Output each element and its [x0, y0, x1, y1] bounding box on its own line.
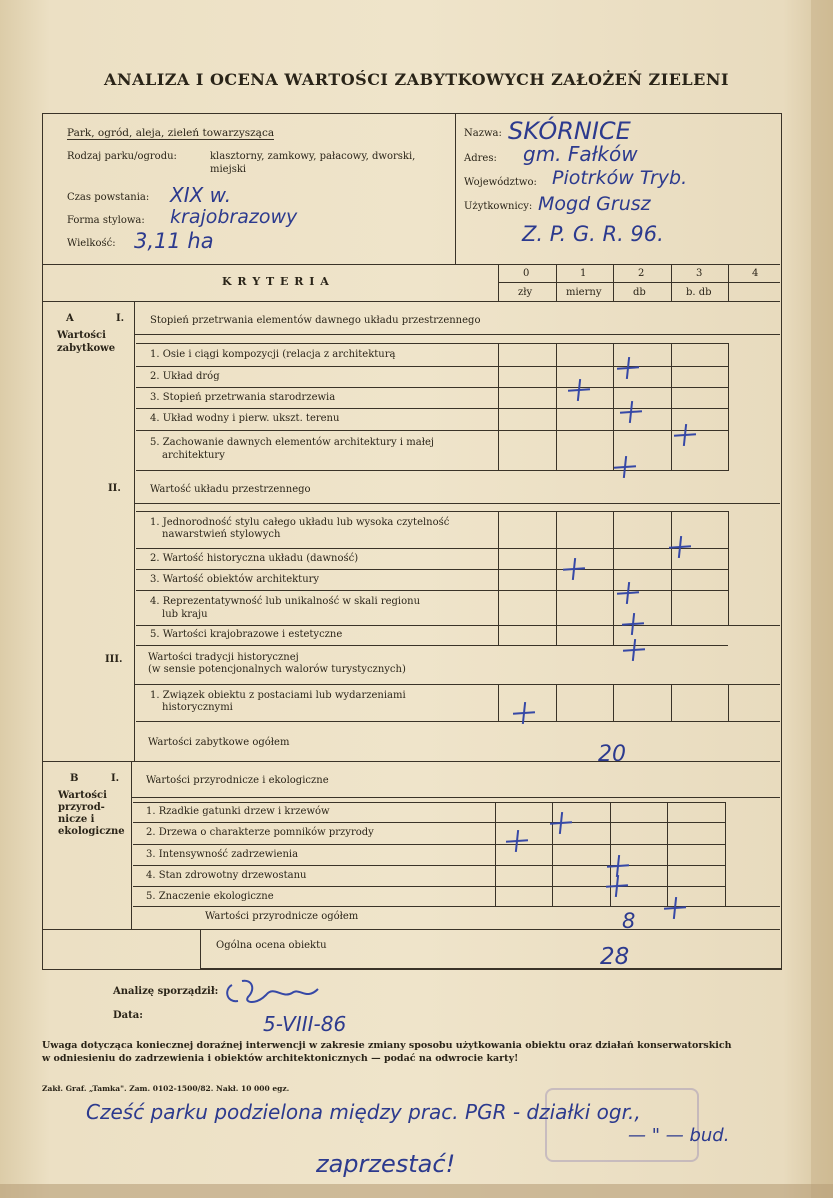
rodzaj-label: Rodzaj parku/ogrodu:	[67, 151, 177, 162]
wielkosc-label: Wielkość:	[67, 238, 116, 249]
czas-value: XIX w.	[170, 183, 232, 207]
sectionB-name-2: przyrod-	[58, 802, 105, 813]
grid-col	[498, 511, 499, 646]
check-mark	[664, 897, 686, 919]
signature	[222, 975, 332, 1011]
criterion-row: 2. Układ dróg	[150, 371, 220, 382]
grid-col	[556, 343, 557, 471]
kryteria-bottom-line	[43, 301, 780, 302]
sectionB-name-3: nicze i	[58, 814, 95, 825]
object-type-line: Park, ogród, aleja, zieleń towarzysząca	[67, 127, 275, 139]
check-mark	[620, 401, 642, 423]
overall-label: Ogólna ocena obiektu	[216, 940, 327, 951]
scale-col-line	[671, 264, 672, 302]
nazwa-value: SKÓRNICE	[508, 117, 631, 145]
criterion-row-cont: architektury	[162, 450, 225, 461]
sectionB-name-4: ekologiczne	[58, 826, 125, 837]
scale-3: 3	[696, 268, 703, 279]
sectionA-roman: I.	[116, 313, 125, 324]
check-mark	[617, 357, 639, 379]
row-line	[133, 844, 725, 845]
scale-mid-line	[498, 282, 780, 283]
group3-roman: III.	[105, 654, 123, 665]
group3-title: Wartości tradycji historycznej	[148, 652, 299, 663]
grid-col	[613, 511, 614, 646]
row-line	[136, 721, 780, 722]
sectionB-total-label: Wartości przyrodnicze ogółem	[205, 911, 359, 922]
forma-value: krajobrazowy	[170, 206, 298, 228]
row-line	[136, 470, 728, 471]
overall-value: 28	[600, 944, 630, 970]
adres-label: Adres:	[464, 153, 497, 164]
criterion-row: 5. Znaczenie ekologiczne	[146, 891, 274, 902]
criterion-row: 4. Reprezentatywność lub unikalność w skali regionu	[150, 596, 421, 607]
criterion-row: 3. Wartość obiektów architektury	[150, 574, 320, 585]
grid-col	[613, 343, 614, 471]
check-mark	[623, 639, 645, 661]
sectionA-total-label: Wartości zabytkowe ogółem	[148, 737, 290, 748]
criterion-row-cont: nawarstwień stylowych	[162, 529, 281, 540]
row-line	[136, 548, 728, 549]
uzytkownicy-label: Użytkownicy:	[464, 201, 533, 212]
scale-1: 1	[580, 268, 587, 279]
scale-col-line	[728, 264, 729, 302]
kryteria-top-line	[43, 264, 780, 265]
row-line	[136, 343, 728, 344]
kryteria-label: K R Y T E R I A	[222, 275, 330, 288]
grid-col	[725, 802, 726, 907]
criterion-row: 2. Wartość historyczna układu (dawność)	[150, 553, 359, 564]
grid-col	[728, 511, 729, 626]
note-line-2: w odniesieniu do zadrzewienia i obiektów architektonicznych — podać na odwrocie karty!	[42, 1053, 519, 1064]
row-line	[136, 569, 728, 570]
row-line	[133, 822, 725, 823]
check-mark	[669, 536, 691, 558]
criterion-row: 5. Wartości krajobrazowe i estetyczne	[150, 629, 343, 640]
row-line	[136, 590, 728, 591]
sectionA-name-1: Wartości	[57, 330, 106, 341]
date-value: 5-VIII-86	[263, 1012, 347, 1036]
check-mark	[550, 812, 572, 834]
grid-col	[556, 511, 557, 646]
criterion-row-cont: historycznymi	[162, 702, 233, 713]
row-line	[133, 886, 725, 887]
check-mark	[622, 613, 644, 635]
nazwa-label: Nazwa:	[464, 128, 502, 139]
form-title: ANALIZA I OCENA WARTOŚCI ZABYTKOWYCH ZAŁOŻEŃ ZIELENI	[104, 70, 729, 89]
note-line-1: Uwaga dotycząca koniecznej doraźnej interwencji w zakresie zmiany sposobu użytkowania obiektu oraz działań konserwatorskich	[42, 1040, 732, 1051]
check-mark	[513, 702, 535, 724]
scale-label-db: db	[633, 287, 646, 298]
criterion-row: 4. Układ wodny i pierw. ukszt. terenu	[150, 413, 340, 424]
uzytkownicy-value: Mogd Grusz	[538, 193, 651, 215]
sectionB-total-value: 8	[622, 909, 636, 933]
sectionB-group-title: Wartości przyrodnicze i ekologiczne	[146, 775, 329, 786]
grid-col	[556, 684, 557, 721]
criterion-row: 1. Związek obiektu z postaciami lub wydarzeniami	[150, 690, 406, 701]
sectionA-total-value: 20	[598, 742, 626, 767]
row-line	[136, 511, 728, 512]
criterion-row: 5. Zachowanie dawnych elementów architektury i małej	[150, 437, 434, 448]
group2-roman: II.	[108, 483, 121, 494]
grid-col	[671, 684, 672, 721]
grid-col	[667, 802, 668, 907]
grid-col	[495, 802, 496, 907]
header-divider	[455, 114, 456, 264]
page-bottom-edge	[0, 1184, 833, 1198]
check-mark	[506, 830, 528, 852]
row-line	[136, 430, 728, 431]
grid-col	[613, 684, 614, 721]
row-line	[133, 865, 725, 866]
czas-label: Czas powstania:	[67, 192, 150, 203]
wojewodztwo-value: Piotrków Tryb.	[552, 167, 688, 189]
criterion-row: 4. Stan zdrowotny drzewostanu	[146, 870, 307, 881]
sectionA-letter: A	[66, 313, 74, 324]
sectionA-left-divider	[134, 301, 135, 761]
uzytkownicy-value-2: Z. P. G. R. 96.	[522, 222, 664, 246]
forma-label: Forma stylowa:	[67, 215, 145, 226]
check-mark	[617, 582, 639, 604]
sectionB-roman: I.	[111, 773, 120, 784]
row-line	[134, 503, 780, 504]
page-edge-shadow	[811, 0, 833, 1198]
criterion-row: 2. Drzewa o charakterze pomników przyrody	[146, 827, 374, 838]
scale-col-line	[556, 264, 557, 302]
printer-info: Zakł. Graf. „Tamka". Zam. 0102-1500/82. Nakł. 10 000 egz.	[42, 1084, 290, 1093]
grid-col	[498, 684, 499, 721]
wojewodztwo-label: Województwo:	[464, 177, 537, 188]
scale-2: 2	[638, 268, 645, 279]
criterion-row-cont: lub kraju	[162, 609, 208, 620]
wielkosc-value: 3,11 ha	[134, 229, 214, 253]
grid-col	[498, 343, 499, 471]
sectionB-left-divider	[131, 761, 132, 929]
row-line	[134, 334, 780, 335]
scale-col-line	[498, 264, 499, 302]
scale-label-zly: zły	[518, 287, 533, 298]
criterion-row: 3. Stopień przetrwania starodrzewia	[150, 392, 336, 403]
row-line	[136, 366, 728, 367]
sectionB-name-1: Wartości	[58, 790, 107, 801]
handwritten-note-1: Cześć parku podzielona między prac. PGR - działki ogr.,	[86, 1100, 641, 1124]
criterion-row: 1. Jednorodność stylu całego układu lub wysoka czytelność	[150, 517, 450, 528]
date-label: Data:	[113, 1010, 143, 1021]
criterion-row: 3. Intensywność zadrzewienia	[146, 849, 299, 860]
scale-label-mierny: mierny	[566, 287, 602, 298]
handwritten-note-3: zaprzestać!	[316, 1150, 456, 1178]
group3-title-2: (w sensie potencjonalnych walorów turystycznych)	[148, 664, 406, 675]
handwritten-note-2: — " — bud.	[628, 1125, 730, 1146]
check-mark	[568, 379, 590, 401]
grid-col	[728, 343, 729, 471]
prepared-label: Analizę sporządził:	[113, 986, 219, 997]
scale-col-line	[613, 264, 614, 302]
group1-title: Stopień przetrwania elementów dawnego układu przestrzennego	[150, 315, 481, 326]
row-line	[131, 797, 780, 798]
row-line	[133, 802, 725, 803]
check-mark	[606, 875, 628, 897]
criterion-row: 1. Osie i ciągi kompozycji (relacja z architekturą	[150, 349, 396, 360]
check-mark	[674, 424, 696, 446]
group2-title: Wartość układu przestrzennego	[150, 484, 311, 495]
check-mark	[614, 456, 636, 478]
grid-col	[728, 684, 729, 721]
check-mark	[563, 558, 585, 580]
sectionB-letter: B	[70, 773, 79, 784]
grid-col	[671, 343, 672, 471]
scale-4: 4	[752, 268, 759, 279]
row-line	[136, 625, 780, 626]
rodzaj-options: klasztorny, zamkowy, pałacowy, dworski,	[210, 151, 416, 162]
scale-0: 0	[523, 268, 530, 279]
scale-label-bdb: b. db	[686, 287, 712, 298]
grid-col	[671, 511, 672, 626]
sectionA-name-2: zabytkowe	[57, 343, 116, 354]
rodzaj-options-2: miejski	[210, 164, 247, 175]
row-line	[136, 387, 728, 388]
criterion-row: 1. Rzadkie gatunki drzew i krzewów	[146, 806, 330, 817]
section-divider	[43, 761, 780, 762]
row-line	[134, 684, 780, 685]
adres-value: gm. Fałków	[523, 142, 638, 166]
check-mark	[607, 855, 629, 877]
